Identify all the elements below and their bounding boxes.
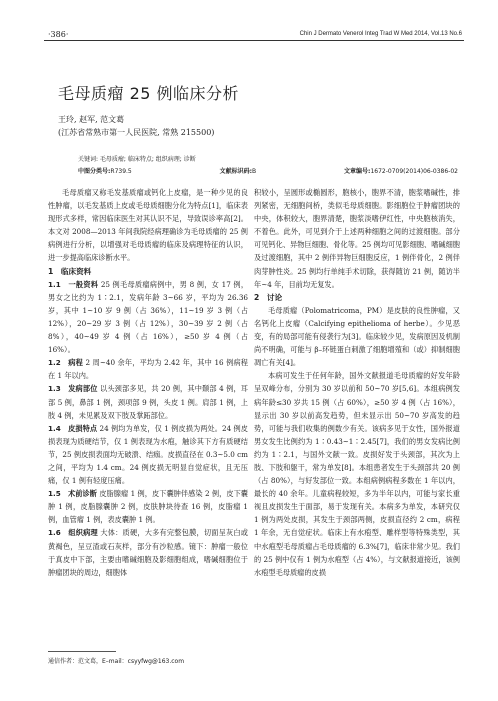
- doc-code-value: B: [252, 168, 257, 175]
- section-heading: 2 讨论: [254, 292, 283, 302]
- clc-value: R739.5: [110, 168, 132, 175]
- subsection-paragraph: [48, 382, 248, 421]
- subsection-paragraph: [48, 356, 248, 382]
- body-paragraph: 毛母质瘤又称毛发基质瘤或钙化上皮瘤，是一种少见的良性肿瘤，以毛发基质上皮或毛母质细胞分化为特点[1]，临床表现形式多样，常因临床医生对其认识不足，导致误诊率高[2]。本文对 2008—2013 年间我院经病理确诊为毛母质瘤的 25 例病例进行分析，以增强对毛母质瘤的临床及病理特征的认识，进一步提高临床诊断水平。: [48, 188, 248, 263]
- subsection-label: 1.1 一般资料: [48, 279, 99, 289]
- journal-header: Chin J Dermato Venerol Integ Trad W Med 2014, Vol.13 No.6: [299, 31, 462, 37]
- doc-code-info: [220, 166, 257, 175]
- subsection-label: 1.5 术前诊断: [48, 489, 97, 499]
- subsection-text: 皮脂腺瘤 1 例，皮下囊肿伴感染 2 例，皮下囊肿 1 例，皮脂腺囊肿 2 例，皮肤肿块待查 16 例，皮脂瘤 1 例，血管瘤 1 例，表皮囊肿 1 例。: [48, 489, 248, 525]
- subsection-text: 25 例毛母质瘤病例中，男 8 例，女 17 例，男女之比约为 1∶2.1，发病年龄 3~66 岁，平均为 26.36 岁，其中 1~10 岁 9 例（占 36%），11~19 岁 3 例（占 12%），20~29 岁 3 例（占 12%），30~39 岁 2 例（占 8%），40~49 岁 4 例（占 16%），≥50 岁 4 例（占 16%）。: [48, 279, 249, 355]
- section-heading: 1 临床资料: [48, 266, 92, 276]
- body-paragraph: 毛母质瘤（Polomatricoma，PM）是皮肤的良性肿瘤，又名钙化上皮瘤（Calcifying epithelioma of herbe）。少见恶变，有的局部可能有侵袭行为[3]。临床较少见，发病原因及机制尚不明确，可能与 β–环链蛋白刺激了细胞增殖和（或）抑制细胞凋亡有关[4]。: [254, 305, 460, 368]
- left-column: [48, 186, 248, 579]
- subsection-paragraph: [48, 487, 248, 526]
- clc-info: [78, 166, 132, 175]
- subsection-paragraph: [48, 526, 248, 578]
- body-paragraph: 本病可发生于任何年龄，国外文献报道毛母质瘤的好发年龄呈双峰分布，分别为 30 岁以前和 50~70 岁[5,6]。本组病例发病年龄≤30 岁共 15 例（占 60%），≥50 岁 4 例（占 16%），显示出 30 岁以前高发趋势，但未显示出 50~70 岁高发的趋势，可能与我们收集的例数少有关。该病多见于女性，国外报道男女发生比例约为 1∶0.43~1∶2.45[7]，我们的男女发病比例约为 1∶2.1，与国外文献一致。皮损好发于头颈部，其次为上肢、下肢和躯干，常为单发[8]。本组患者发生于头颈部共 20 例（占 80%），与好发部位一致。本组病例病程多数在 1 年以内，最长的 40 余年。儿童病程较短，多为半年以内，可能与家长重视且皮损发生于面部，易于发现有关。本病多为单发，本研究仅 1 例为两处皮损，其发生于颈部两侧，皮损直径约 2 cm，病程 1 年余，无自觉症状。临床上有水疱型、雕样型等特殊类型，其中水疱型毛母质瘤占毛母质瘤的 6.3%[7]，临床非常少见。我们的 25 例中仅有 1 例为水疱型（占 4%），与文献报道接近，该例水疱型毛母质瘤的皮损: [254, 371, 460, 577]
- subsection-text: 2 周~40 余年，平均为 2.42 年，其中 16 例病程在 1 年以内。: [48, 358, 248, 381]
- body-paragraph: 积较小，呈圆形或椭圆形，胞核小，胞界不清，胞浆嗜碱性，排列紧密，无细胞间桥，类似毛母质细胞。影细胞位于肿瘤团块的中央，体积较大，胞界清楚，胞浆淡嗜伊红性，中央胞核消失，不着色。此外，可见到介于上述两种细胞之间的过渡细胞。部分可见钙化、异物巨细胞、骨化等。25 例均可见影细胞、嗜碱细胞及过渡细胞，其中 2 例伴异物巨细胞反应，1 例伴骨化，2 例伴肉芽肿性炎。25 例均行单纯手术切除，获得随访 21 例，随访半年~4 年，目前均无复发。: [254, 188, 460, 289]
- clc-label: 中图分类号:: [78, 168, 111, 175]
- authors: 王玲, 赵军, 范文葛: [58, 115, 125, 124]
- subsection-label: 1.3 发病部位: [48, 384, 98, 394]
- header-rule: [44, 40, 464, 41]
- subsection-paragraph: [48, 278, 248, 357]
- keywords: 关键词: 毛母质瘤; 临床特点; 组织病理; 诊断: [78, 156, 196, 163]
- right-column: [254, 186, 460, 579]
- article-title: 毛母质瘤 25 例临床分析: [58, 84, 240, 103]
- subsection-text: 大体：质硬，大多有完整包膜，切面呈灰白或黄褐色，呈豆渣或石灰样，部分有沙粒感。镜下：肿瘤一般位于真皮中下部，主要由嗜碱细胞及影细胞组成，嗜碱细胞位于肿瘤团块的周边，细胞体: [48, 528, 248, 577]
- article-no-value: 1672-0709(2014)06-0386-02: [370, 168, 458, 175]
- subsection-text: 以头颈部多见，共 20 例，其中颞部 4 例，耳部 5 例，鼻部 1 例，颈项部 9 例，头皮 1 例。肩部 1 例，上肢 4 例，未见累及双下肢及掌跖部位。: [48, 384, 248, 420]
- footnote-rule: [48, 651, 116, 652]
- page-number: ·386·: [48, 30, 69, 39]
- footnote: 通信作者：范文葛，E–mail：csyyfwg@163.com: [48, 658, 185, 665]
- article-no-label: 文章编号:: [344, 168, 371, 175]
- subsection-label: 1.2 病程: [48, 358, 83, 368]
- subsection-label: 1.6 组织病理: [48, 528, 98, 538]
- article-no-info: [344, 166, 458, 175]
- subsection-paragraph: [48, 422, 248, 487]
- affiliation: (江苏省常熟市第一人民医院, 常熟 215500): [58, 128, 215, 137]
- classification-line: [78, 166, 458, 175]
- doc-code-label: 文献标识码:: [219, 168, 253, 175]
- subsection-label: 1.4 皮损特点: [48, 423, 98, 433]
- subsection-text: 24 例均为单发，仅 1 例皮损为两处。24 例皮损表现为质硬结节，仅 1 例表现为水疱，触诊其下方有质硬结节，25 例皮损表面均无破溃、结痂。皮损直径在 0.3~5.0 cm 之间，平均为 1.4 cm。24 例皮损无明显自觉症状，且无压痛，仅 1 例有轻度压痛。: [48, 423, 248, 486]
